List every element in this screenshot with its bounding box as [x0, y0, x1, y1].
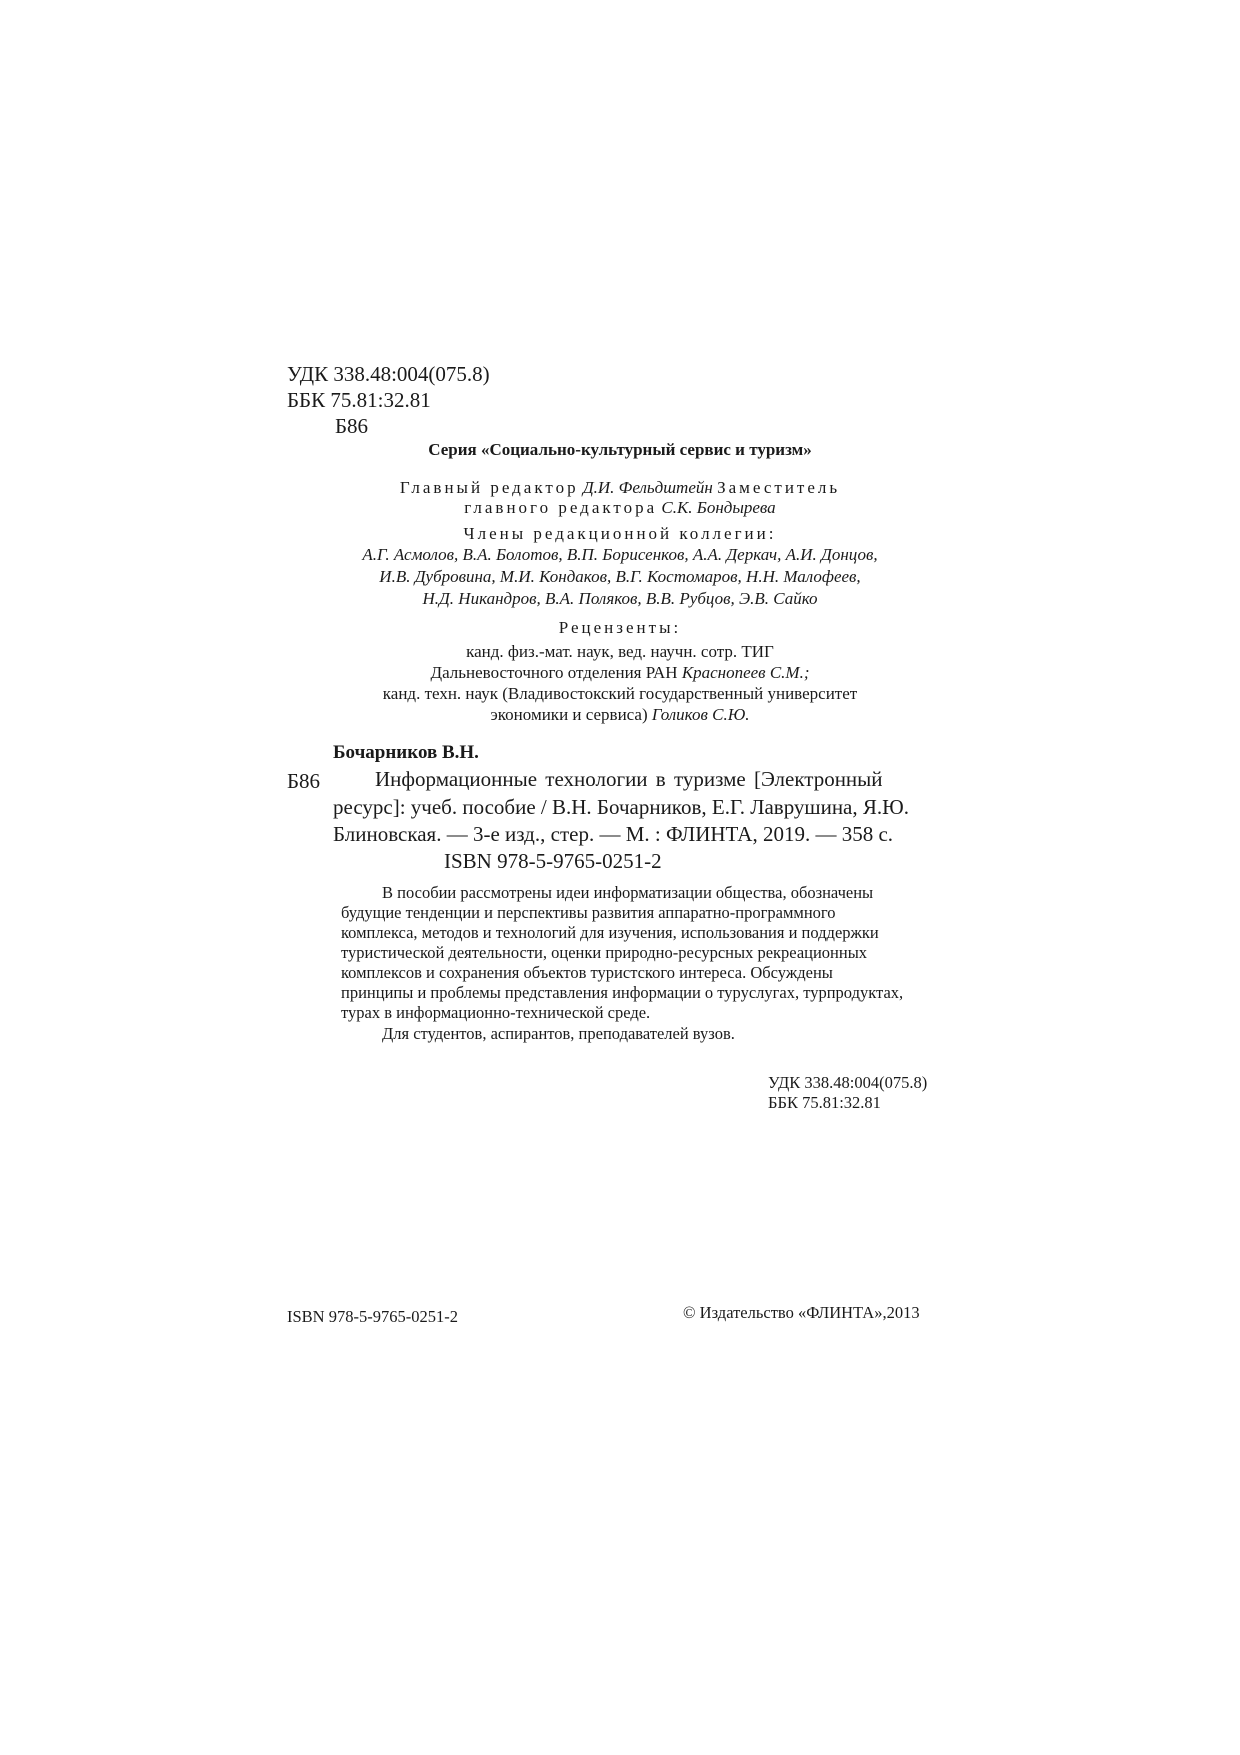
- board-members-line: А.Г. Асмолов, В.А. Болотов, В.П. Борисенков, А.А. Деркач, А.И. Донцов,: [362, 545, 878, 564]
- end-bbk-code: ББК 75.81:32.81: [768, 1093, 881, 1112]
- author-mark: Б86: [335, 414, 369, 438]
- board-members-line: Н.Д. Никандров, В.А. Поляков, В.В. Рубцов, Э.В. Сайко: [422, 589, 818, 608]
- abstract-line: туристической деятельности, оценки природно-ресурсных рекреационных: [341, 943, 868, 962]
- chief-editor-name: Д.И. Фельдштейн: [582, 478, 713, 497]
- reviewer-line: канд. техн. наук (Владивостокский государственный университет: [382, 684, 858, 703]
- reviewer-name: Краснопеев С.М.;: [681, 663, 810, 682]
- abstract-line: комплекса, методов и технологий для изучения, использования и поддержки: [341, 923, 879, 942]
- series-title: Серия «Социально-культурный сервис и туризм»: [428, 440, 812, 459]
- bib-author: Бочарников В.Н.: [333, 742, 479, 763]
- reviewer-affiliation: экономики и сервиса): [490, 705, 648, 724]
- bib-line: ресурс]: учеб. пособие / В.Н. Бочарников, Е.Г. Лаврушина, Я.Ю.: [333, 795, 909, 819]
- deputy-editor-line: [300, 498, 940, 518]
- reviewer-line: [300, 705, 940, 725]
- board-members-line: И.В. Дубровина, М.И. Кондаков, В.Г. Костомаров, Н.Н. Малофеев,: [379, 567, 861, 586]
- footer-copyright: © Издательство «ФЛИНТА»,2013: [683, 1303, 920, 1322]
- abstract-line: комплексов и сохранения объектов туристского интереса. Обсуждены: [341, 963, 833, 982]
- bib-mark: Б86: [287, 769, 321, 793]
- reviewer-name: Голиков С.Ю.: [651, 705, 750, 724]
- footer-isbn: ISBN 978-5-9765-0251-2: [287, 1307, 458, 1326]
- board-label: Члены редакционной коллегии:: [463, 524, 777, 543]
- reviewer-line: канд. физ.-мат. наук, вед. научн. сотр. ТИГ: [466, 642, 774, 661]
- bib-line: Информационные технологии в туризме [Электронный: [375, 767, 883, 791]
- bbk-code: ББК 75.81:32.81: [287, 388, 431, 412]
- deputy-editor-label-cont: главного редактора: [464, 498, 658, 517]
- deputy-editor-name: С.К. Бондырева: [661, 498, 776, 517]
- bib-isbn: ISBN 978-5-9765-0251-2: [444, 849, 662, 873]
- chief-editor-line: [300, 478, 940, 498]
- abstract-line: турах в информационно-технической среде.: [341, 1003, 651, 1022]
- reviewers-label: Рецензенты:: [558, 618, 682, 637]
- reviewer-affiliation: Дальневосточного отделения РАН: [430, 663, 678, 682]
- abstract-line: принципы и проблемы представления информации о туруслугах, турпродуктах,: [341, 983, 904, 1002]
- udk-code: УДК 338.48:004(075.8): [287, 362, 490, 386]
- reviewer-line: [300, 663, 940, 683]
- abstract-line: будущие тенденции и перспективы развития аппаратно-программного: [341, 903, 836, 922]
- chief-editor-label: Главный редактор: [399, 478, 579, 497]
- abstract-line: В пособии рассмотрены идеи информатизации общества, обозначены: [382, 883, 874, 902]
- audience-line: Для студентов, аспирантов, преподавателей вузов.: [382, 1024, 735, 1043]
- end-udk-code: УДК 338.48:004(075.8): [768, 1073, 928, 1092]
- deputy-editor-label: Заместитель: [717, 478, 841, 497]
- bib-line: Блиновская. — 3-е изд., стер. — М. : ФЛИНТА, 2019. — 358 с.: [333, 822, 894, 846]
